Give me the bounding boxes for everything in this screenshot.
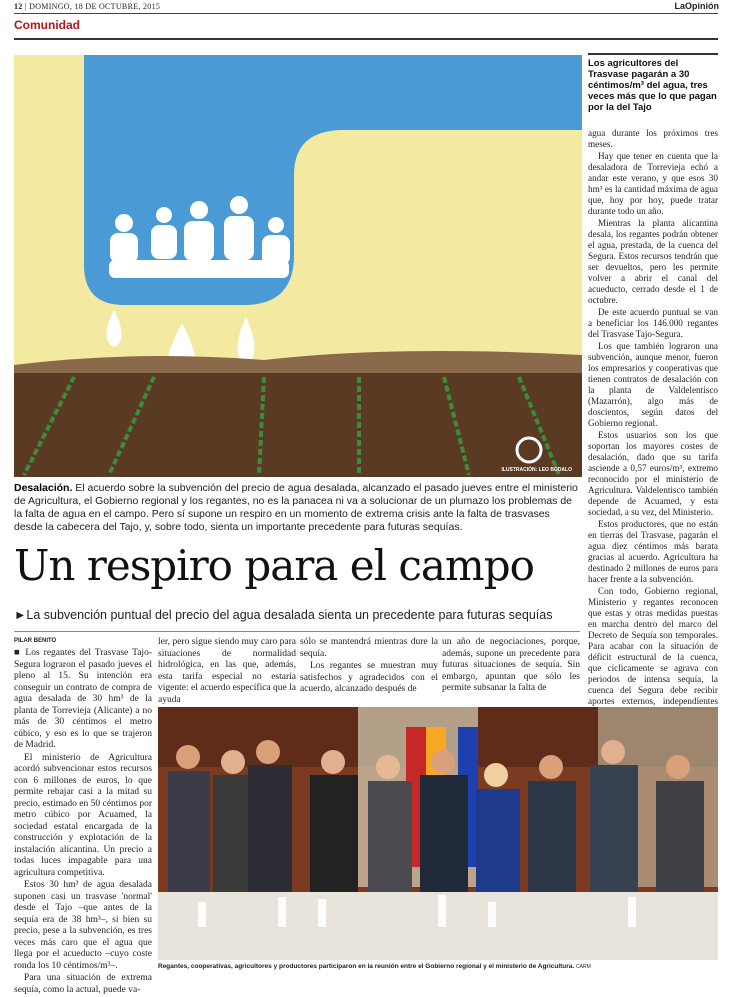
paragraph: Estos 30 hm³ de agua desalada suponen casi un trasvase 'normal' desde el Tajo –que antes de la sequía era de 38 hm³–, si bien su precio, pese a la subvención, es tres veces más caro que el agua que llega por el acueducto –cuyo coste ronda los 10 céntimos/m³–. — [14, 880, 152, 971]
subheadline: ►La subvención puntual del precio del agua desalada sienta un precedente para futuras sequías — [14, 608, 553, 622]
paragraph: un año de negociaciones, porque, además, supone un precedente para futuras situaciones de sequía. Sin embargo, apuntan que sólo les permite subsanar la falta de — [442, 637, 580, 693]
people — [168, 740, 704, 911]
group-photo — [158, 707, 718, 960]
column-2 — [158, 637, 296, 707]
illustration-graphic — [14, 55, 582, 477]
column-4 — [442, 637, 580, 696]
paragraph: ■ Los regantes del Trasvase Tajo-Segura lograron el pasado jueves el pleno al 15. Su intención era conseguir un contrato de compra de agua desalada de 30 hm³ de la planta de Torrevieja (Alicante) a no más de 30 céntimos el metro cúbico, y eso es lo que se trajeron de Madrid. — [14, 648, 152, 750]
illustration-credit: ILUSTRACIÓN: LEO BÓDALO — [501, 467, 572, 473]
page-header — [0, 0, 731, 15]
sidebar-rule — [588, 53, 718, 55]
photo-credit: CARM — [576, 964, 591, 970]
group-photo-graphic — [158, 707, 718, 960]
field-earth — [14, 373, 582, 477]
brand-logo: LaOpinión — [674, 1, 719, 11]
section-title: Comunidad — [14, 18, 80, 32]
subhead-rule — [14, 631, 580, 632]
photo-caption-text: Regantes, cooperativas, agricultores y productores participaron en la reunión entre el Gobierno regional y el ministerio de Agricultura. — [158, 963, 575, 970]
paragraph: agua durante los próximos tres meses. — [588, 128, 718, 149]
column-5 — [588, 128, 718, 719]
paragraph: Hay que tener en cuenta que la desaladora de Torrevieja echó a andar este verano, y que esos 30 hm³ es la cantidad máxima de agua que, hoy por hoy, puede tratar durante todo un año. — [588, 151, 718, 216]
paragraph: Para una situación de extrema sequía, como la actual, puede va- — [14, 973, 152, 995]
illustration — [14, 55, 582, 477]
headline: Un respiro para el campo — [14, 541, 534, 590]
paragraph: ler, pero sigue siendo muy caro para situaciones de normalidad hidrológica, en las que, además, esta tarifa especial no estaría vigente: el acuerdo específica que la ayuda — [158, 637, 296, 705]
section-rule — [14, 38, 718, 40]
paragraph: El ministerio de Agricultura acordó subvencionar estos recursos con 6 millones de euros, lo que permite rebajar casi a la mitad su precio, estimado en 50 céntimos por metro cúbico por Acuamed, la sociedad estatal encargada de la construcción y explotación de la instalación alicantina. Un precio a todas luces impagable para una agricultura competitiva. — [14, 752, 152, 878]
paragraph: Mientras la planta alicantina desala, los regantes podrán obtener el agua, prestada, de la cuenca del Segura. Estos recursos tendrán que ser devueltos, pero les permite volver a abrir el canal del acueducto, cerrado desde el 1 de octubre. — [588, 218, 718, 305]
caption-lead: Desalación. — [14, 482, 73, 494]
header-rule — [14, 13, 718, 14]
page-date: DOMINGO, 18 DE OCTUBRE, 2015 — [29, 2, 161, 11]
illustration-caption — [14, 482, 580, 534]
paragraph: Estos productores, que no están en tierras del Trasvase, pagarán el agua diez céntimos más barata gracias al acuerdo. Agricultura ha destinado 2 millones de euros para hacer frente a la subvención. — [588, 519, 718, 584]
paragraph: De este acuerdo puntual se van a beneficiar los 146.000 regantes del Trasvase Tajo-Segura. — [588, 307, 718, 339]
page-folio: 12 | DOMINGO, 18 DE OCTUBRE, 2015 — [14, 2, 161, 11]
column-1 — [14, 648, 152, 997]
byline: PILAR BENITO — [14, 638, 57, 644]
photo-caption — [158, 963, 718, 970]
sidebar-title: Los agricultores del Trasvase pagarán a 30 céntimos/m³ del agua, tres veces más que lo que pagan por la del Tajo — [588, 58, 717, 113]
paragraph: Los regantes se muestran muy satisfechos y agradecidos con el acuerdo, alcanzado después de — [300, 661, 438, 694]
paragraph: sólo se mantendrá mientras dure la sequía. — [300, 637, 438, 659]
page-number: 12 — [14, 2, 23, 11]
caption-text: El acuerdo sobre la subvención del precio de agua desalada, alcanzado el pasado jueves entre el ministerio de Agricultura, el Gobierno regional y los regantes, no es la panacea ni va a solucionar de un plumazo los problemas de la falta de agua en el campo. Pero sí supone un respiro en un momento de extrema crisis ante la falta de trasvases desde la cabecera del Tajo, y, sobre todo, sienta un importante precedente para futuras sequías. — [14, 482, 578, 533]
paragraph: Los que también lograron una subvención, aunque menor, fueron los empresarios y cooperativas que tienen contratos de desalación con la planta de Valdelentisco (Mazarrón), algo más de doscientos, según datos del Gobierno regional. — [588, 341, 718, 428]
column-3 — [300, 637, 438, 697]
paragraph: Estos usuarios son los que soportan los mayores costes de desalación, dado que su tarifa asciende a 0,57 euros/m³, extremo reconocido por el ministerio de Agricultura. Valdelentisco también depende de Acuamed, y esta sociedad, a su vez, del Ministerio. — [588, 430, 718, 517]
paragraph: Con todo, Gobierno regional, Ministerio y regantes reconocen que estas y otras medidas puestas en marcha dentro del marco del Decreto de Sequía son temporales. Para acabar con la situación de déficit estructural de la cuenca, que cíclicamente se agrava con periodos de intensa sequía, la cuenca del Segura debe recibir aportes externos, independientes — [588, 586, 718, 706]
